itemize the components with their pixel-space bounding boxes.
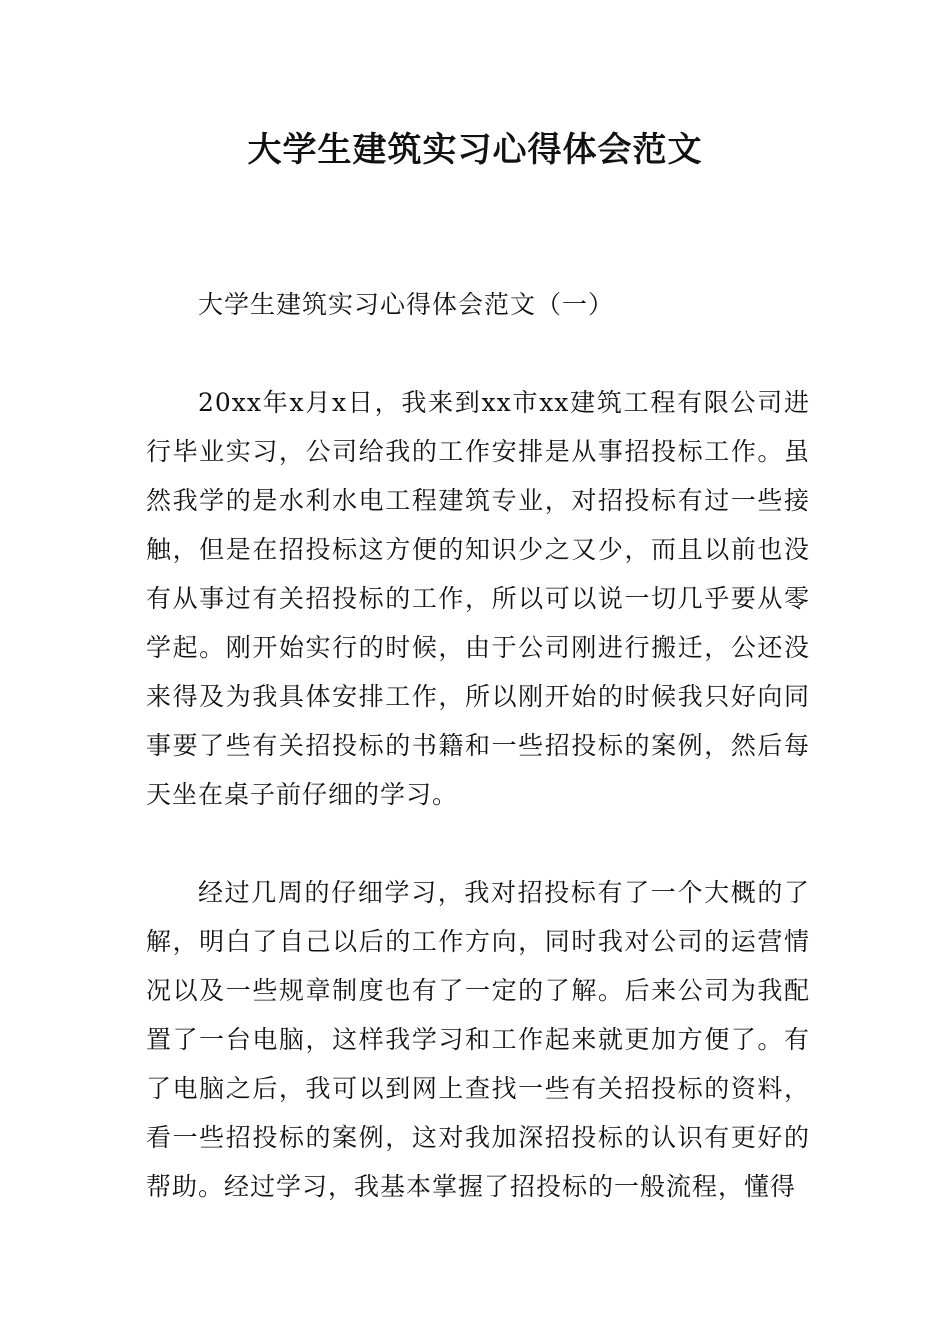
document-title: 大学生建筑实习心得体会范文: [247, 130, 703, 170]
document-body: [146, 280, 810, 1260]
paragraph-1: 20xx年x月x日，我来到xx市xx建筑工程有限公司进行毕业实习，公司给我的工作安排是从事招投标工作。虽然我学的是水利水电工程建筑专业，对招投标有过一些接触，但是在招投标这方便的知识少之又少，而且以前也没有从事过有关招投标的工作，所以可以说一切几乎要从零学起。刚开始实行的时候，由于公司刚进行搬迁，公还没来得及为我具体安排工作，所以刚开始的时候我只好向同事要了些有关招投标的书籍和一些招投标的案例，然后每天坐在桌子前仔细的学习。: [146, 388, 810, 809]
paragraph-2: 经过几周的仔细学习，我对招投标有了一个大概的了解，明白了自己以后的工作方向，同时我对公司的运营情况以及一些规章制度也有了一定的了解。后来公司为我配置了一台电脑，这样我学习和工作起来就更加方便了。有了电脑之后，我可以到网上查找一些有关招投标的资料，看一些招投标的案例，这对我加深招投标的认识有更好的帮助。经过学习，我基本掌握了招投标的一般流程，懂得: [146, 878, 810, 1201]
section-heading: 大学生建筑实习心得体会范文（一）: [198, 290, 615, 319]
